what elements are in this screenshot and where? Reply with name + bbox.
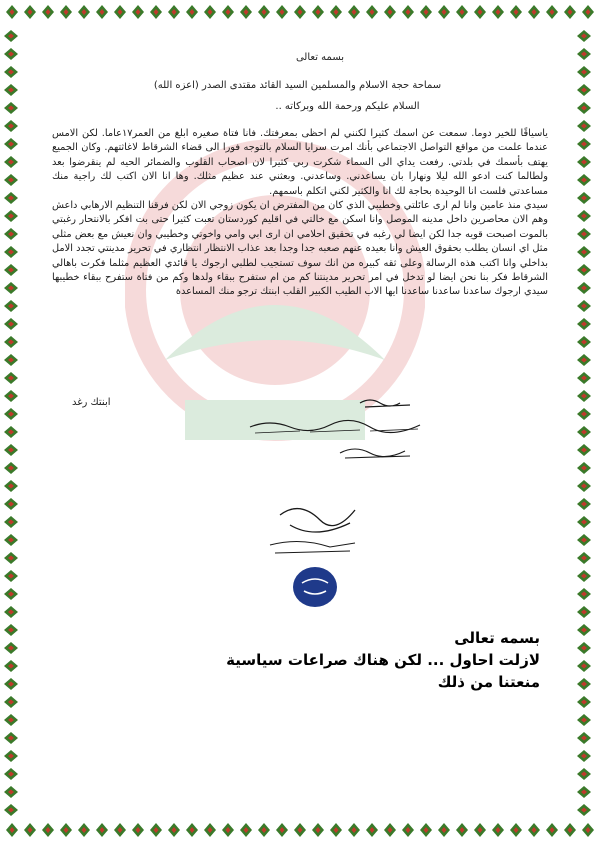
letter-bismillah: بسمه تعالى bbox=[295, 52, 345, 63]
border-ornament bbox=[132, 5, 144, 19]
border-ornament bbox=[4, 102, 18, 114]
border-ornament bbox=[577, 102, 591, 114]
border-ornament bbox=[492, 5, 504, 19]
border-ornament bbox=[114, 823, 126, 837]
border-ornament bbox=[577, 426, 591, 438]
border-ornament bbox=[330, 823, 342, 837]
border-ornament bbox=[577, 606, 591, 618]
border-ornament bbox=[42, 5, 54, 19]
letter-signature: ابنتك رغد bbox=[72, 397, 111, 408]
border-ornament bbox=[438, 5, 450, 19]
border-ornament bbox=[577, 246, 591, 258]
border-ornament bbox=[402, 5, 414, 19]
border-ornament bbox=[577, 228, 591, 240]
border-ornament bbox=[510, 823, 522, 837]
border-ornament bbox=[577, 138, 591, 150]
border-ornament bbox=[168, 5, 180, 19]
border-ornament bbox=[4, 732, 18, 744]
border-ornament bbox=[577, 156, 591, 168]
border-ornament bbox=[492, 823, 504, 837]
border-ornament bbox=[186, 5, 198, 19]
border-ornament bbox=[4, 246, 18, 258]
border-ornament bbox=[4, 480, 18, 492]
border-ornament bbox=[4, 120, 18, 132]
border-ornament bbox=[384, 823, 396, 837]
border-ornament bbox=[577, 372, 591, 384]
border-ornament bbox=[577, 552, 591, 564]
border-ornament bbox=[546, 823, 558, 837]
border-ornament bbox=[294, 5, 306, 19]
border-ornament bbox=[4, 498, 18, 510]
border-ornament bbox=[258, 5, 270, 19]
border-ornament bbox=[4, 264, 18, 276]
ornamental-border-top bbox=[0, 0, 595, 24]
border-ornament bbox=[577, 264, 591, 276]
border-ornament bbox=[4, 696, 18, 708]
border-ornament bbox=[204, 823, 216, 837]
border-ornament bbox=[294, 823, 306, 837]
border-ornament bbox=[4, 678, 18, 690]
border-ornament bbox=[4, 750, 18, 762]
border-ornament bbox=[4, 192, 18, 204]
border-ornament bbox=[577, 642, 591, 654]
reply-line: منعتنا من ذلك bbox=[437, 673, 540, 691]
border-ornament bbox=[577, 48, 591, 60]
border-ornament bbox=[402, 823, 414, 837]
border-ornament bbox=[577, 534, 591, 546]
border-ornament bbox=[4, 462, 18, 474]
border-ornament bbox=[168, 823, 180, 837]
border-ornament bbox=[577, 786, 591, 798]
border-ornament bbox=[577, 714, 591, 726]
border-ornament bbox=[150, 823, 162, 837]
border-ornament bbox=[204, 5, 216, 19]
border-ornament bbox=[348, 5, 360, 19]
letter-body bbox=[52, 127, 548, 300]
border-ornament bbox=[222, 5, 234, 19]
reply-line: لازلت احاول ... لكن هناك صراعات سياسية bbox=[226, 651, 540, 669]
border-ornament bbox=[4, 570, 18, 582]
border-ornament bbox=[4, 660, 18, 672]
border-ornament bbox=[420, 5, 432, 19]
border-ornament bbox=[4, 786, 18, 798]
border-ornament bbox=[60, 5, 72, 19]
border-ornament bbox=[384, 5, 396, 19]
border-ornament bbox=[474, 5, 486, 19]
border-ornament bbox=[577, 174, 591, 186]
border-ornament bbox=[4, 354, 18, 366]
border-ornament bbox=[510, 5, 522, 19]
border-ornament bbox=[4, 372, 18, 384]
border-ornament bbox=[456, 823, 468, 837]
border-ornament bbox=[4, 588, 18, 600]
border-ornament bbox=[186, 823, 198, 837]
border-ornament bbox=[577, 570, 591, 582]
border-ornament bbox=[577, 624, 591, 636]
border-ornament bbox=[528, 823, 540, 837]
border-ornament bbox=[4, 624, 18, 636]
border-ornament bbox=[4, 606, 18, 618]
typed-reply bbox=[226, 627, 540, 693]
border-ornament bbox=[577, 120, 591, 132]
border-ornament bbox=[132, 823, 144, 837]
border-ornament bbox=[4, 642, 18, 654]
border-ornament bbox=[577, 588, 591, 600]
border-ornament bbox=[330, 5, 342, 19]
border-ornament bbox=[577, 660, 591, 672]
border-ornament bbox=[577, 354, 591, 366]
border-ornament bbox=[4, 174, 18, 186]
reply-line: بسمه تعالى bbox=[454, 629, 540, 647]
border-ornament bbox=[276, 823, 288, 837]
border-ornament bbox=[42, 823, 54, 837]
border-ornament bbox=[312, 5, 324, 19]
border-ornament bbox=[4, 714, 18, 726]
letter-paragraph: ياسياقًا للخير دوما. سمعت عن اسمك كثيرا لكنني لم احظى بمعرفتك. فانا فتاة صغيره ابلغ من العمر١٧عاما. لكن الامس عندما علمت من مواقع التواصل الاجتماعي بأنك امرت سرايا السلام بالتوجه فورا الى قضاء الشرقاط لاغاثتهم. وكان الجميع يهتف بأسمك في بلدتي. رفعت يداي الى السماء شكرت ربي كثيرا لان اصحاب القلوب والضمائر الحيه لم ينقرضوا بعد ولطالما كنت ادعو الله ليلا ونهارا بان يساعدني. وساعدني. وبعثني عند عظيم مثلك. وها انا الان اكتب لك راجية منك مساعدتي فلست انا الوحيدة بحاجة لك انا والكثير لكني اتكلم باسمهم. bbox=[52, 128, 548, 197]
border-ornament bbox=[577, 336, 591, 348]
letter-addressee: سماحة حجة الاسلام والمسلمين السيد القائد مقتدى الصدر (اعزه الله) bbox=[153, 80, 442, 91]
border-ornament bbox=[577, 768, 591, 780]
ornamental-border-right bbox=[573, 0, 595, 842]
border-ornament bbox=[348, 823, 360, 837]
border-ornament bbox=[577, 444, 591, 456]
border-ornament bbox=[577, 804, 591, 816]
border-ornament bbox=[577, 192, 591, 204]
border-ornament bbox=[577, 282, 591, 294]
border-ornament bbox=[546, 5, 558, 19]
border-ornament bbox=[577, 480, 591, 492]
border-ornament bbox=[577, 678, 591, 690]
border-ornament bbox=[456, 5, 468, 19]
border-ornament bbox=[4, 48, 18, 60]
border-ornament bbox=[577, 210, 591, 222]
border-ornament bbox=[474, 823, 486, 837]
signature-stamp bbox=[260, 495, 370, 615]
border-ornament bbox=[577, 732, 591, 744]
border-ornament bbox=[4, 282, 18, 294]
border-ornament bbox=[114, 5, 126, 19]
border-ornament bbox=[577, 498, 591, 510]
border-ornament bbox=[4, 138, 18, 150]
border-ornament bbox=[4, 408, 18, 420]
border-ornament bbox=[577, 462, 591, 474]
ornamental-border-bottom bbox=[0, 818, 595, 842]
border-ornament bbox=[222, 823, 234, 837]
border-ornament bbox=[577, 30, 591, 42]
border-ornament bbox=[420, 823, 432, 837]
border-ornament bbox=[258, 823, 270, 837]
border-ornament bbox=[4, 66, 18, 78]
border-ornament bbox=[4, 768, 18, 780]
border-ornament bbox=[150, 5, 162, 19]
border-ornament bbox=[4, 804, 18, 816]
border-ornament bbox=[438, 823, 450, 837]
border-ornament bbox=[240, 5, 252, 19]
border-ornament bbox=[577, 66, 591, 78]
border-ornament bbox=[78, 823, 90, 837]
border-ornament bbox=[577, 300, 591, 312]
border-ornament bbox=[4, 516, 18, 528]
border-ornament bbox=[4, 318, 18, 330]
border-ornament bbox=[577, 390, 591, 402]
border-ornament bbox=[577, 318, 591, 330]
letter-paragraph: سيدي منذ عامين وانا لم ارى عائلتي وخطيبي الذي كان من المفترض ان يكون زوجي الان لكن فرقنا التنظيم الارهابي داعش وهم الان محاصرين داخل مدينه الموصل وانا اسكن مع خالتي في اقليم كوردستان تعبت كثيرا حتى بت افكر بالانتحار رغبتي بالموت اصبحت قويه جدا لكن ايضا لي رغبه في تحقيق احلامي ان ارى ابي وامي واخوتي وخطيبي وان نعيش مع بعض مثلي مثل اي انسان يطلب بحقوق العيش وانا بعيده عنهم صعبه جدا وجدا بعد عذاب الانتظار انتظاري في تحرير مدينتي تجدد الامل بداخلي وانا اكتب هذه الرسالة وعلى ثقه كبيره من انك سوف تستجيب لطلبي ارجوك يا قائدي العظيم مثلما فكرت باهالي الشرقاط فكر بنا نحن ايضا لو تدخل في امر تحرير مدينتنا كم من ام ستفرح ببقاء ولدها وكم من فتاة ستفرح ببقاء خطيبها سيدي ارجوك ساعدنا ساعدنا ساعدنا ايها الاب الطيب الكبير القلب ابنتك ترجو منك المساعدة bbox=[51, 200, 548, 298]
border-ornament bbox=[4, 390, 18, 402]
border-ornament bbox=[577, 84, 591, 96]
border-ornament bbox=[4, 426, 18, 438]
border-ornament bbox=[4, 156, 18, 168]
border-ornament bbox=[577, 408, 591, 420]
border-ornament bbox=[366, 5, 378, 19]
border-ornament bbox=[240, 823, 252, 837]
border-ornament bbox=[4, 84, 18, 96]
border-ornament bbox=[577, 516, 591, 528]
border-ornament bbox=[4, 534, 18, 546]
border-ornament bbox=[4, 210, 18, 222]
border-ornament bbox=[60, 823, 72, 837]
letter-greeting: السلام عليكم ورحمة الله وبركاته .. bbox=[275, 101, 420, 112]
handwritten-reply bbox=[240, 395, 430, 470]
border-ornament bbox=[366, 823, 378, 837]
border-ornament bbox=[96, 5, 108, 19]
border-ornament bbox=[96, 823, 108, 837]
border-ornament bbox=[312, 823, 324, 837]
border-ornament bbox=[528, 5, 540, 19]
border-ornament bbox=[276, 5, 288, 19]
border-ornament bbox=[4, 300, 18, 312]
border-ornament bbox=[24, 823, 36, 837]
border-ornament bbox=[24, 5, 36, 19]
border-ornament bbox=[4, 30, 18, 42]
border-ornament bbox=[4, 228, 18, 240]
border-ornament bbox=[4, 336, 18, 348]
border-ornament bbox=[4, 552, 18, 564]
border-ornament bbox=[577, 696, 591, 708]
ornamental-border-left bbox=[0, 0, 22, 842]
border-ornament bbox=[577, 750, 591, 762]
border-ornament bbox=[4, 444, 18, 456]
border-ornament bbox=[78, 5, 90, 19]
